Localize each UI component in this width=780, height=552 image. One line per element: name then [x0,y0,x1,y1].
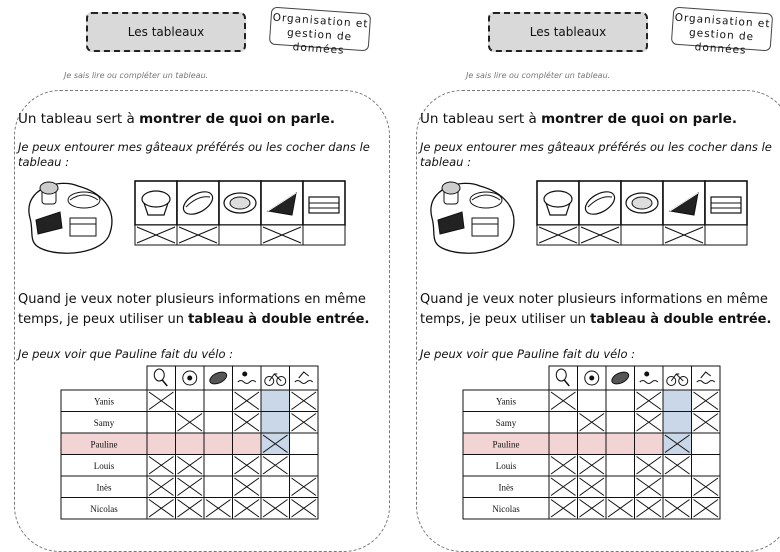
subject-tag: Organisation et gestion de données [671,7,773,52]
cross-mark [665,500,690,518]
cake-collection-illustration [20,178,118,256]
cross-mark [637,457,662,475]
grid-cell[interactable] [290,433,319,455]
rugby-icon [208,370,229,387]
swim-icon [697,372,715,384]
tennis-icon [556,369,569,386]
cupcake-icon [142,191,170,215]
cross-mark [178,500,203,518]
bike-column-highlight [261,390,290,455]
grid-cell[interactable] [606,455,635,477]
cross-mark [149,478,174,496]
sport-header-cell [692,366,721,390]
heading-purpose: Un tableau sert à montrer de quoi on parle. [420,111,737,127]
cross-mark [178,478,203,496]
cross-mark [149,457,174,475]
grid-cell[interactable] [204,476,233,498]
cross-mark [551,392,576,410]
grid-cell[interactable] [176,390,205,412]
layer-cake-icon [309,197,339,213]
sport-header-cell [635,366,664,390]
child-name: Yanis [495,396,517,407]
grid-cell[interactable] [663,476,692,498]
child-name: Inès [96,482,112,493]
grid-cell[interactable] [549,412,578,434]
objective-text: Je sais lire ou compléter un tableau. [64,71,209,80]
cross-mark [235,414,260,432]
grid-cell[interactable] [204,412,233,434]
cake-table [536,180,748,246]
cross-mark [694,414,719,432]
grid-cell[interactable] [204,455,233,477]
cross-mark [637,392,662,410]
grid-cell[interactable] [261,476,290,498]
heading-double-entry: Quand je veux noter plusieurs informations en même temps, je peux utiliser un tableau à double entrée. [420,292,772,327]
cross-mark [580,478,605,496]
bike-column-highlight [663,390,692,455]
cake-instruction: Je peux entourer mes gâteaux préférés ou les cocher dans le tableau : [18,140,370,169]
grid-cell[interactable] [606,412,635,434]
rugby-icon [610,370,631,387]
cross-mark [206,500,231,518]
cross-mark [235,457,260,475]
cross-mark [608,500,633,518]
double-entry-table [60,365,319,524]
layer-cake-icon [711,197,741,213]
card-title-text: Les tableaux [127,25,205,39]
grid-cell[interactable] [606,390,635,412]
grid-cell[interactable] [692,455,721,477]
cross-mark [694,478,719,496]
cross-mark [637,500,662,518]
grid-cell[interactable] [204,390,233,412]
subject-tag: Organisation et gestion de données [269,7,371,52]
child-name: Nicolas [492,503,520,514]
child-name: Samy [495,417,517,428]
cross-mark [551,478,576,496]
cross-mark [235,500,260,518]
tennis-icon [154,369,167,386]
cake-checkbox[interactable] [219,225,261,245]
cross-mark [292,500,317,518]
child-name: Pauline [492,439,520,450]
cross-mark [637,478,662,496]
cross-mark [694,500,719,518]
cross-mark [263,457,288,475]
pauline-sentence: Je peux voir que Pauline fait du vélo : [420,347,636,361]
cross-mark [149,392,174,410]
cross-mark [580,414,605,432]
cross-mark [580,457,605,475]
ball-icon [183,371,197,385]
cake-checkbox[interactable] [621,225,663,245]
cross-mark [292,392,317,410]
card-right [402,0,780,540]
cross-mark [637,414,662,432]
objective-text: Je sais lire ou compléter un tableau. [466,71,611,80]
child-name: Inès [498,482,514,493]
heading-purpose: Un tableau sert à montrer de quoi on parle. [18,111,335,127]
cross-mark [178,457,203,475]
cross-mark [292,414,317,432]
pauline-sentence: Je peux voir que Pauline fait du vélo : [18,347,234,361]
swim-icon [295,372,313,384]
cake-instruction: Je peux entourer mes gâteaux préférés ou les cocher dans le tableau : [420,140,772,169]
card-title [488,12,648,52]
ball-icon [585,371,599,385]
card-title-text: Les tableaux [529,25,607,39]
cross-mark [263,500,288,518]
pool-icon [238,372,256,384]
cross-mark [694,392,719,410]
sport-header-cell [290,366,319,390]
double-entry-table [462,365,721,524]
tart-icon [224,193,256,213]
cross-mark [178,414,203,432]
heading-double-entry: Quand je veux noter plusieurs informations en même temps, je peux utiliser un tableau à double entrée. [18,292,370,327]
child-name: Nicolas [90,503,118,514]
pool-icon [640,372,658,384]
grid-cell[interactable] [692,433,721,455]
grid-cell[interactable] [290,455,319,477]
grid-cell[interactable] [147,412,176,434]
cross-mark [551,457,576,475]
cake-collection-illustration [422,178,520,256]
bike-icon [265,374,286,386]
cross-mark [235,478,260,496]
cake-table [134,180,346,246]
cross-mark [235,392,260,410]
cross-mark [580,500,605,518]
cupcake-icon [544,191,572,215]
cross-mark [149,500,174,518]
tart-icon [626,193,658,213]
grid-cell[interactable] [578,390,607,412]
child-name: Pauline [90,439,118,450]
cake-checkbox[interactable] [705,225,747,245]
cross-mark [665,457,690,475]
child-name: Samy [93,417,115,428]
child-name: Yanis [93,396,115,407]
cake-checkbox[interactable] [303,225,345,245]
bike-icon [667,374,688,386]
card-left [0,0,390,540]
grid-cell[interactable] [606,476,635,498]
cross-mark [551,500,576,518]
card-title [86,12,246,52]
child-name: Louis [495,460,517,471]
sport-header-cell [233,366,262,390]
cross-mark [292,478,317,496]
child-name: Louis [93,460,115,471]
